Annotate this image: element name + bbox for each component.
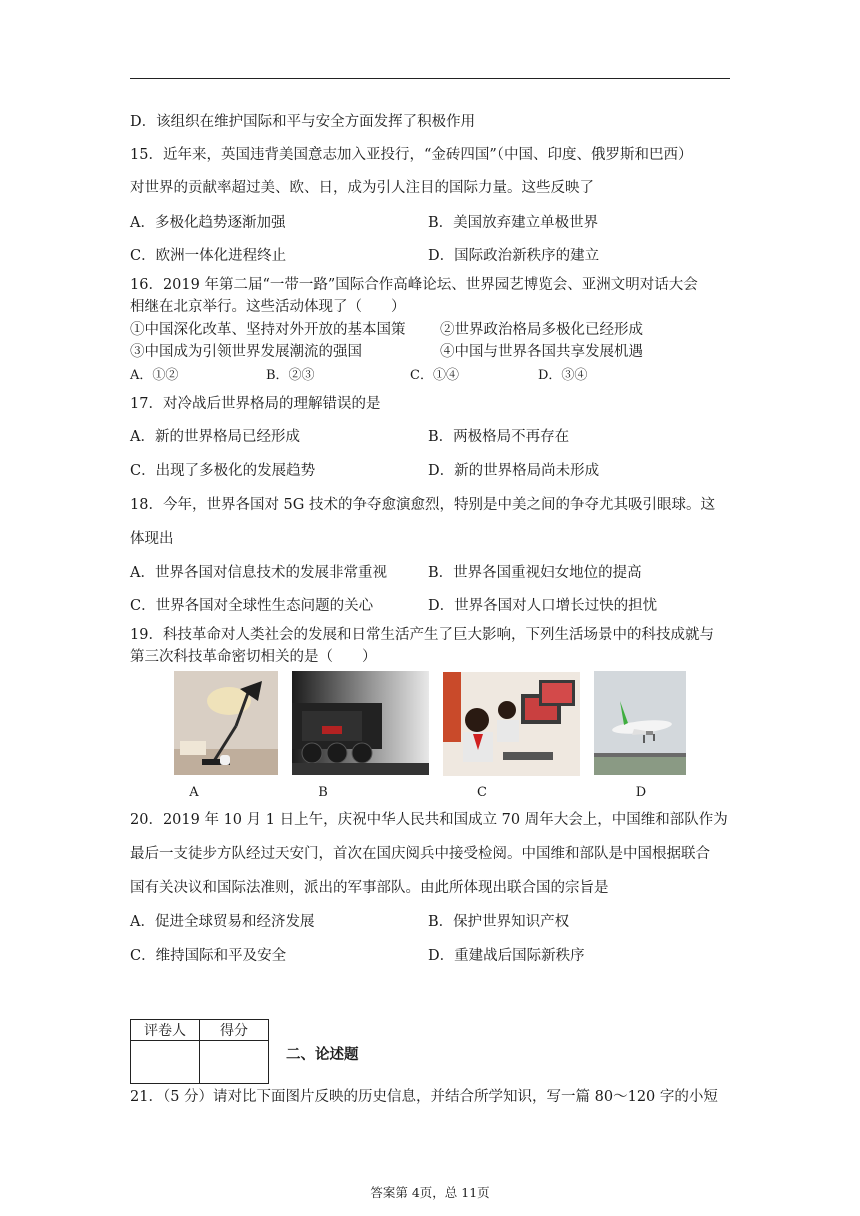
q20-option-a: A．促进全球贸易和经济发展 — [130, 914, 315, 930]
q17-option-b: B．两极格局不再存在 — [428, 429, 570, 445]
section-title: 二、论述题 — [286, 1047, 359, 1063]
score-header: 得分 — [200, 1020, 269, 1041]
q16-item-1: ①中国深化改革、坚持对外开放的基本国策 — [130, 322, 406, 338]
q16-stem-line1: 16．2019 年第二届“一带一路”国际合作高峰论坛、世界园艺博览会、亚洲文明对话大会 — [130, 277, 698, 293]
image-caption-a: A — [189, 785, 199, 800]
q18-option-d: D．世界各国对人口增长过快的担忧 — [428, 598, 658, 614]
q20-stem-line2: 最后一支徒步方队经过天安门，首次在国庆阅兵中接受检阅。中国维和部队是中国根据联合 — [130, 846, 710, 862]
q20-option-d: D．重建战后国际新秩序 — [428, 948, 585, 964]
grader-cell — [131, 1041, 200, 1084]
q20-stem-line1: 20．2019 年 10 月 1 日上午，庆祝中华人民共和国成立 70 周年大会上，中国维和部队作为 — [130, 812, 728, 828]
q15-option-a: A．多极化趋势逐渐加强 — [130, 215, 286, 231]
q17-option-d: D．新的世界格局尚未形成 — [428, 463, 600, 479]
q20-option-b: B．保护世界知识产权 — [428, 914, 570, 930]
q16-item-3: ③中国成为引领世界发展潮流的强国 — [130, 344, 362, 360]
q18-stem-line1: 18．今年，世界各国对 5G 技术的争夺愈演愈烈，特别是中美之间的争夺尤其吸引眼球。这 — [130, 497, 715, 513]
q16-option-b: B．②③ — [266, 368, 315, 383]
q18-option-c: C．世界各国对全球性生态问题的关心 — [130, 598, 374, 614]
q16-stem-line2: 相继在北京举行。这些活动体现了（ ） — [130, 299, 406, 315]
q15-option-b: B．美国放弃建立单极世界 — [428, 215, 599, 231]
q17-option-c: C．出现了多极化的发展趋势 — [130, 463, 316, 479]
image-caption-c: C — [477, 785, 487, 800]
q18-option-b: B．世界各国重视妇女地位的提高 — [428, 565, 642, 581]
image-caption-d: D — [635, 785, 647, 800]
q17-option-a: A．新的世界格局已经形成 — [130, 429, 300, 445]
students-computers-image — [443, 672, 580, 776]
steam-locomotive-image — [292, 671, 429, 775]
q14-option-d: D．该组织在维护国际和平与安全方面发挥了积极作用 — [130, 114, 476, 130]
q17-stem: 17．对冷战后世界格局的理解错误的是 — [130, 396, 381, 412]
airliner-image — [594, 671, 686, 775]
q20-option-c: C．维持国际和平及安全 — [130, 948, 287, 964]
q16-item-2: ②世界政治格局多极化已经形成 — [440, 322, 643, 338]
q15-stem-line2: 对世界的贡献率超过美、欧、日，成为引人注目的国际力量。这些反映了 — [130, 180, 594, 196]
q16-option-a: A．①② — [130, 368, 179, 383]
q18-stem-line2: 体现出 — [130, 531, 174, 547]
header-rule — [130, 78, 730, 79]
grader-header: 评卷人 — [131, 1020, 200, 1041]
q15-stem-line1: 15．近年来，英国违背美国意志加入亚投行，“金砖四国”（中国、印度、俄罗斯和巴西） — [130, 147, 693, 163]
desk-lamp-image — [174, 671, 278, 775]
image-caption-b: B — [318, 785, 328, 800]
q15-option-d: D．国际政治新秩序的建立 — [428, 248, 600, 264]
q16-option-d: D．③④ — [538, 368, 588, 383]
score-table — [130, 1019, 269, 1084]
score-cell — [200, 1041, 269, 1084]
page-footer: 答案第 4页，总 11页 — [370, 1185, 490, 1200]
q19-stem-line1: 19．科技革命对人类社会的发展和日常生活产生了巨大影响，下列生活场景中的科技成就与 — [130, 627, 714, 643]
q21-stem-line1: 21．（5 分）请对比下面图片反映的历史信息，并结合所学知识，写一篇 80～120 字的小短 — [130, 1089, 718, 1105]
q20-stem-line3: 国有关决议和国际法准则，派出的军事部队。由此所体现出联合国的宗旨是 — [130, 880, 609, 896]
q18-option-a: A．世界各国对信息技术的发展非常重视 — [130, 565, 387, 581]
q15-option-c: C．欧洲一体化进程终止 — [130, 248, 287, 264]
q19-stem-line2: 第三次科技革命密切相关的是（ ） — [130, 649, 377, 665]
q16-option-c: C．①④ — [410, 368, 459, 383]
q16-item-4: ④中国与世界各国共享发展机遇 — [440, 344, 643, 360]
